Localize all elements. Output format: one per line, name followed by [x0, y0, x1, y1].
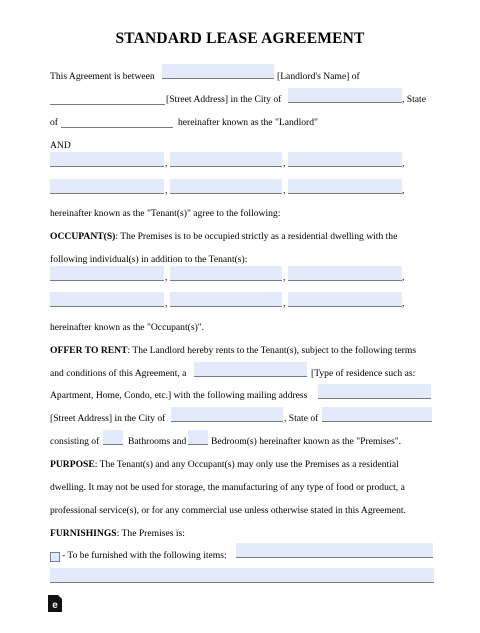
offer-text-4-prefix: [Street Address] in the City of — [50, 413, 166, 424]
bathrooms-field[interactable] — [103, 430, 123, 445]
purpose-text-3: professional service(s), or for any commercial use unless otherwise stated in this Agreement. — [50, 505, 406, 516]
occupants-line-1 — [50, 231, 397, 243]
furnishings-heading: FURNISHINGS — [50, 528, 117, 539]
intro-line-2-city: [Street Address] in the City of — [166, 94, 282, 105]
offer-heading: OFFER TO RENT — [50, 345, 128, 356]
furnished-items-field-2[interactable] — [50, 568, 434, 583]
purpose-text-1: : The Tenant(s) and any Occupant(s) may only use the Premises as a residential — [94, 459, 399, 470]
landlord-address-field-line[interactable] — [50, 104, 165, 105]
residence-type-field[interactable] — [194, 362, 307, 377]
bedrooms-field[interactable] — [188, 430, 208, 445]
offer-text-2-suffix: [Type of residence such as: — [311, 368, 416, 379]
landlord-state-field-line[interactable] — [61, 127, 173, 128]
offer-text-2-prefix: and conditions of this Agreement, a — [50, 368, 187, 379]
offer-text-5-bed: Bedroom(s) hereinafter known as the "Premises". — [211, 436, 402, 447]
premises-city-field[interactable] — [171, 407, 283, 422]
offer-text-4-state: , State of — [284, 413, 319, 424]
occupant-name-field-6[interactable] — [288, 292, 402, 307]
offer-line-1 — [50, 345, 416, 357]
occupants-text-2: following individual(s) in addition to the Tenant(s): — [50, 254, 248, 265]
furnished-items-field-1[interactable] — [236, 543, 433, 558]
tenant-name-field-6[interactable] — [288, 179, 402, 194]
comma: , — [283, 272, 286, 283]
landlord-name-field[interactable] — [162, 64, 274, 79]
occupant-name-field-5[interactable] — [170, 292, 282, 307]
comma: , — [165, 272, 168, 283]
intro-line-3-suffix: hereinafter known as the "Landlord" — [178, 117, 318, 128]
occupants-heading: OCCUPANT(S) — [50, 231, 116, 242]
offer-text-3: Apartment, Home, Condo, etc.] with the following mailing address — [50, 390, 308, 401]
intro-line-2-state: , State — [402, 94, 426, 105]
occupant-name-field-2[interactable] — [170, 266, 282, 281]
offer-text-5-bath: Bathrooms and — [128, 436, 187, 447]
comma: , — [165, 298, 168, 309]
occupant-name-field-4[interactable] — [50, 292, 164, 307]
purpose-heading: PURPOSE — [50, 459, 95, 470]
landlord-city-field[interactable] — [288, 88, 402, 103]
intro-line-1-suffix: [Landlord's Name] of — [277, 71, 360, 82]
tenant-name-field-4[interactable] — [50, 179, 164, 194]
furnishings-line-1 — [50, 528, 185, 540]
eforms-logo-icon — [48, 595, 62, 617]
offer-text-5-prefix: consisting of — [50, 436, 100, 447]
furnishings-text-1: : The Premises is: — [116, 528, 185, 539]
offer-text-1: : The Landlord hereby rents to the Tenant(s), subject to the following terms — [127, 345, 417, 356]
occupants-text-1: : The Premises is to be occupied strictly as a residential dwelling with the — [115, 231, 398, 242]
premises-address-field[interactable] — [318, 384, 431, 399]
comma: , — [283, 185, 286, 196]
occupant-name-field-1[interactable] — [50, 266, 164, 281]
comma: , — [283, 298, 286, 309]
comma: , — [165, 158, 168, 169]
comma: , — [165, 185, 168, 196]
tenant-name-field-5[interactable] — [170, 179, 282, 194]
tenants-tail-text: hereinafter known as the "Tenant(s)" agree to the following: — [50, 208, 281, 219]
occupant-name-field-3[interactable] — [288, 266, 402, 281]
comma: , — [402, 158, 405, 169]
tenant-name-field-3[interactable] — [288, 152, 402, 167]
intro-line-1-prefix: This Agreement is between — [50, 71, 155, 82]
comma: , — [402, 298, 405, 309]
comma: , — [283, 158, 286, 169]
furnished-option-label: - To be furnished with the following items: — [62, 550, 227, 561]
comma: , — [402, 272, 405, 283]
purpose-text-2: dwelling. It may not be used for storage, the manufacturing of any type of food or product, a — [50, 482, 405, 493]
furnished-checkbox[interactable] — [50, 552, 60, 562]
and-label: AND — [50, 140, 71, 151]
purpose-line-1 — [50, 459, 399, 471]
premises-state-field[interactable] — [322, 407, 432, 422]
occupants-tail-text: hereinafter known as the "Occupant(s)". — [50, 322, 205, 333]
intro-line-3-of: of — [50, 117, 58, 128]
tenant-name-field-2[interactable] — [170, 152, 282, 167]
svg-text:e: e — [52, 600, 58, 611]
comma: , — [402, 185, 405, 196]
document-title: STANDARD LEASE AGREEMENT — [115, 30, 365, 47]
tenant-name-field-1[interactable] — [50, 152, 164, 167]
